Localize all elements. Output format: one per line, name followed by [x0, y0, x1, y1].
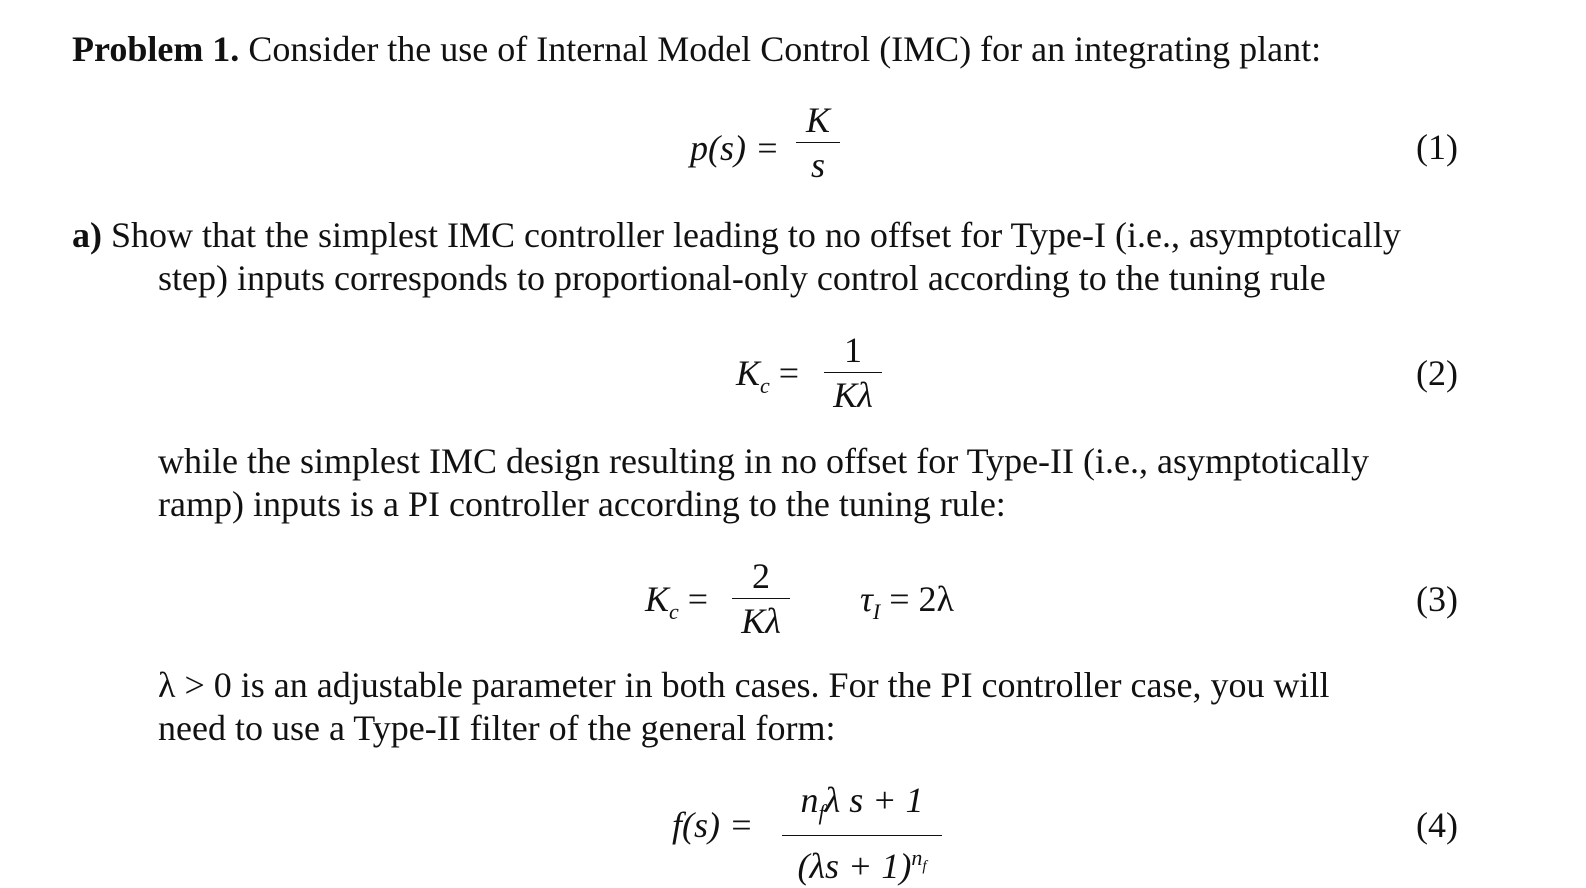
eq2-denominator: Kλ — [833, 375, 873, 415]
para3-line-1: λ > 0 is an adjustable parameter in both cases. For the PI controller case, you will — [158, 665, 1330, 705]
para2-line-1: while the simplest IMC design resulting in no offset for Type-II (i.e., asymptotically — [158, 441, 1369, 481]
eq4-fraction — [782, 780, 942, 887]
eq3-number: (3) — [1416, 579, 1458, 619]
eq2-number: (2) — [1416, 353, 1458, 393]
eq1-fraction — [796, 100, 840, 185]
eq4-numerator: $n_f\lambda$ s + 1 — [800, 780, 924, 826]
eq4-fraction-bar — [782, 835, 942, 836]
eq1-fraction-bar — [796, 142, 840, 143]
eq2-lhs: $K_c$ = — [736, 353, 800, 399]
para3-line-2: need to use a Type-II filter of the general form: — [158, 708, 836, 748]
eq3-fraction-bar — [732, 598, 790, 599]
eq3-denominator: Kλ — [741, 601, 781, 641]
eq4-number: (4) — [1416, 805, 1458, 845]
eq1-lhs: p(s) = — [690, 128, 780, 168]
eq1-number: (1) — [1416, 127, 1458, 167]
part-a-line-2 — [158, 257, 1326, 299]
eq1-numerator: K — [805, 100, 830, 140]
para2-line-2: ramp) inputs is a PI controller according to the tuning rule: — [158, 484, 1006, 524]
eq2-fraction-bar — [824, 372, 882, 373]
eq1-denominator: s — [810, 145, 825, 185]
problem-intro: Consider the use of Internal Model Control (IMC) for an integrating plant: — [248, 29, 1322, 69]
part-a-line-1 — [72, 214, 1401, 256]
eq3-fraction — [732, 556, 790, 641]
part-a-label: a) — [72, 215, 102, 255]
part-a-text-1: Show that the simplest IMC controller leading to no offset for Type-I (i.e., asymptotically — [111, 215, 1401, 255]
eq3-numerator: 2 — [752, 556, 770, 596]
eq2-fraction — [824, 330, 882, 415]
problem-statement — [72, 28, 1321, 70]
eq4-lhs: f(s) = — [672, 805, 754, 845]
problem-label: Problem 1. — [72, 29, 240, 69]
eq4-denominator: $(\lambda s + 1)^{n_f}$ — [797, 845, 927, 887]
part-a-text-2: step) inputs corresponds to proportional-only control according to the tuning rule — [158, 258, 1326, 298]
eq2-numerator: 1 — [844, 330, 862, 370]
eq3-tau: $\tau_I = 2\lambda$ — [860, 579, 954, 625]
eq3-lhs: $K_c$ = — [645, 579, 709, 625]
